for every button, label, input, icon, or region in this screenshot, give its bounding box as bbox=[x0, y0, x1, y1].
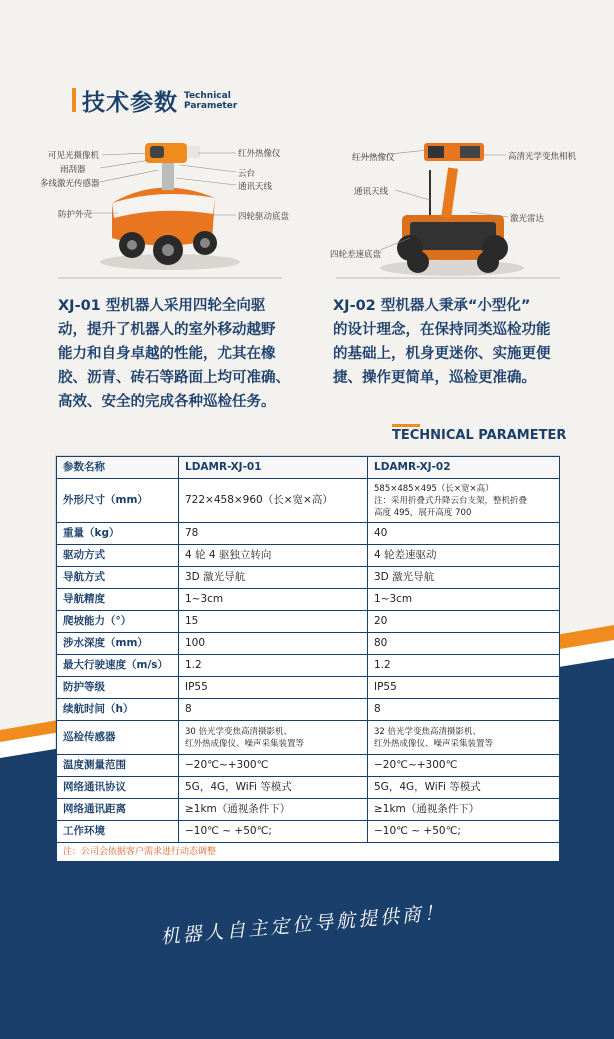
param-name: 涉水深度（mm） bbox=[57, 633, 179, 655]
param-name: 外形尺寸（mm） bbox=[57, 479, 179, 523]
r1-label-shell: 防护外壳 bbox=[58, 210, 93, 220]
r2-label-hd-camera: 高清光学变焦相机 bbox=[508, 152, 577, 162]
table-row bbox=[57, 655, 560, 677]
param-name: 导航方式 bbox=[57, 567, 179, 589]
param-value-line: 注：采用折叠式升降云台支架，整机折叠 bbox=[374, 495, 528, 506]
param-value-line: 585×485×495（长×宽×高） bbox=[374, 483, 494, 494]
section-title-en bbox=[184, 91, 237, 111]
param-value-xj01: 1.2 bbox=[179, 655, 368, 677]
param-value-xj01: 1~3cm bbox=[179, 589, 368, 611]
param-value-xj01: −20℃~+300℃ bbox=[179, 755, 368, 777]
r1-label-antenna: 通讯天线 bbox=[238, 182, 273, 192]
param-name: 最大行驶速度（m/s） bbox=[57, 655, 179, 677]
spec-table bbox=[56, 456, 560, 862]
param-value-line: 红外热成像仪、噪声采集装置等 bbox=[185, 738, 305, 749]
robot1-desc-line: 能力和自身卓越的性能，尤其在橡 bbox=[58, 346, 276, 362]
table-row bbox=[57, 589, 560, 611]
param-value-xj02: −10℃ ~ +50℃; bbox=[368, 821, 560, 843]
param-value-xj02: −20℃~+300℃ bbox=[368, 755, 560, 777]
r1-label-visible-camera: 可见光摄像机 bbox=[48, 151, 100, 161]
param-value-xj02: 80 bbox=[368, 633, 560, 655]
param-value-xj01: 722×458×960（长×宽×高） bbox=[179, 479, 368, 523]
r1-label-chassis: 四轮驱动底盘 bbox=[238, 212, 290, 222]
table-note: 注：公司会依据客户需求进行动态调整 bbox=[57, 843, 560, 862]
param-value-xj02: 5G，4G，WiFi 等模式 bbox=[368, 777, 560, 799]
table-row bbox=[57, 821, 560, 843]
param-value-xj01 bbox=[179, 721, 368, 755]
technical-parameter-accent bbox=[392, 424, 420, 427]
param-value-xj01: 4 轮 4 驱独立转向 bbox=[179, 545, 368, 567]
table-row bbox=[57, 567, 560, 589]
robot1-desc-line: 动，提升了机器人的室外移动越野 bbox=[58, 322, 276, 338]
table-row bbox=[57, 721, 560, 755]
param-value-xj02 bbox=[368, 721, 560, 755]
table-row bbox=[57, 755, 560, 777]
param-value-line: 高度 495，展开高度 700 bbox=[374, 507, 472, 518]
param-value-xj01: IP55 bbox=[179, 677, 368, 699]
r1-label-gimbal: 云台 bbox=[238, 169, 256, 179]
param-name: 续航时间（h） bbox=[57, 699, 179, 721]
section-title: 技术参数 bbox=[82, 90, 178, 116]
param-value-xj02: 8 bbox=[368, 699, 560, 721]
param-name: 导航精度 bbox=[57, 589, 179, 611]
header-cell: LDAMR-XJ-02 bbox=[368, 457, 560, 479]
r2-label-lidar: 激光雷达 bbox=[510, 214, 545, 224]
r1-label-lidar: 多线激光传感器 bbox=[40, 179, 100, 189]
param-value-xj02 bbox=[368, 479, 560, 523]
r2-label-chassis: 四轮差速底盘 bbox=[330, 250, 382, 260]
table-row bbox=[57, 479, 560, 523]
param-value-xj01: 8 bbox=[179, 699, 368, 721]
r1-label-wiper: 雨刮器 bbox=[60, 165, 86, 175]
table-note-row bbox=[57, 843, 560, 862]
table-row bbox=[57, 699, 560, 721]
table-row bbox=[57, 523, 560, 545]
param-value-xj02: IP55 bbox=[368, 677, 560, 699]
param-value-xj02: 40 bbox=[368, 523, 560, 545]
robot2-desc-line: 的设计理念，在保持同类巡检功能 bbox=[333, 322, 551, 338]
section-title-en-line2: Parameter bbox=[184, 101, 238, 111]
table-row bbox=[57, 611, 560, 633]
param-value-xj02: 1.2 bbox=[368, 655, 560, 677]
table-row bbox=[57, 677, 560, 699]
param-value-xj01: 5G，4G，WiFi 等模式 bbox=[179, 777, 368, 799]
param-value-xj01: 3D 激光导航 bbox=[179, 567, 368, 589]
robot1-desc-line: XJ-01 型机器人采用四轮全向驱 bbox=[58, 298, 266, 314]
param-value-xj02: 3D 激光导航 bbox=[368, 567, 560, 589]
r2-label-infrared: 红外热像仪 bbox=[352, 153, 395, 163]
slogan: 机器人自主定位导航提供商！ bbox=[159, 901, 447, 949]
param-name: 防护等级 bbox=[57, 677, 179, 699]
header-cell: LDAMR-XJ-01 bbox=[179, 457, 368, 479]
table-row bbox=[57, 545, 560, 567]
param-value-xj02: 4 轮差速驱动 bbox=[368, 545, 560, 567]
param-value-xj01: 78 bbox=[179, 523, 368, 545]
param-value-xj01: ≥1km（通视条件下） bbox=[179, 799, 368, 821]
technical-parameter-title: TECHNICAL PARAMETER bbox=[392, 428, 567, 443]
param-name: 驱动方式 bbox=[57, 545, 179, 567]
table-row bbox=[57, 799, 560, 821]
r1-label-infrared: 红外热像仪 bbox=[238, 149, 281, 159]
robot2-desc-line: 的基础上，机身更迷你、实施更便 bbox=[333, 346, 551, 362]
robot2-desc-line: 捷、操作更简单，巡检更准确。 bbox=[333, 370, 536, 386]
param-value-line: 30 倍光学变焦高清摄影机、 bbox=[185, 726, 293, 737]
param-value-xj02: 1~3cm bbox=[368, 589, 560, 611]
section-accent-bar bbox=[72, 88, 76, 112]
param-value-xj02: ≥1km（通视条件下） bbox=[368, 799, 560, 821]
param-name: 爬坡能力（°） bbox=[57, 611, 179, 633]
param-value-xj01: 100 bbox=[179, 633, 368, 655]
r2-label-antenna: 通讯天线 bbox=[354, 187, 389, 197]
param-name: 重量（kg） bbox=[57, 523, 179, 545]
robot1-desc-line: 高效、安全的完成各种巡检任务。 bbox=[58, 394, 276, 410]
section-title-en-line1: Technical bbox=[184, 91, 231, 101]
param-value-line: 32 倍光学变焦高清摄影机、 bbox=[374, 726, 482, 737]
robot2-description bbox=[333, 294, 573, 390]
table-row bbox=[57, 777, 560, 799]
param-name: 温度测量范围 bbox=[57, 755, 179, 777]
param-value-xj02: 20 bbox=[368, 611, 560, 633]
param-name: 网络通讯距离 bbox=[57, 799, 179, 821]
param-name: 巡检传感器 bbox=[57, 721, 179, 755]
param-value-line: 红外热成像仪、噪声采集装置等 bbox=[374, 738, 494, 749]
param-value-xj01: −10℃ ~ +50℃; bbox=[179, 821, 368, 843]
table-header-row bbox=[57, 457, 560, 479]
table-row bbox=[57, 633, 560, 655]
param-value-xj01: 15 bbox=[179, 611, 368, 633]
header-cell: 参数名称 bbox=[57, 457, 179, 479]
robot2-desc-line: XJ-02 型机器人秉承“小型化” bbox=[333, 298, 531, 314]
robot1-description bbox=[58, 294, 298, 414]
param-name: 网络通讯协议 bbox=[57, 777, 179, 799]
robot1-desc-line: 胶、沥青、砖石等路面上均可准确、 bbox=[58, 370, 290, 386]
param-name: 工作环境 bbox=[57, 821, 179, 843]
